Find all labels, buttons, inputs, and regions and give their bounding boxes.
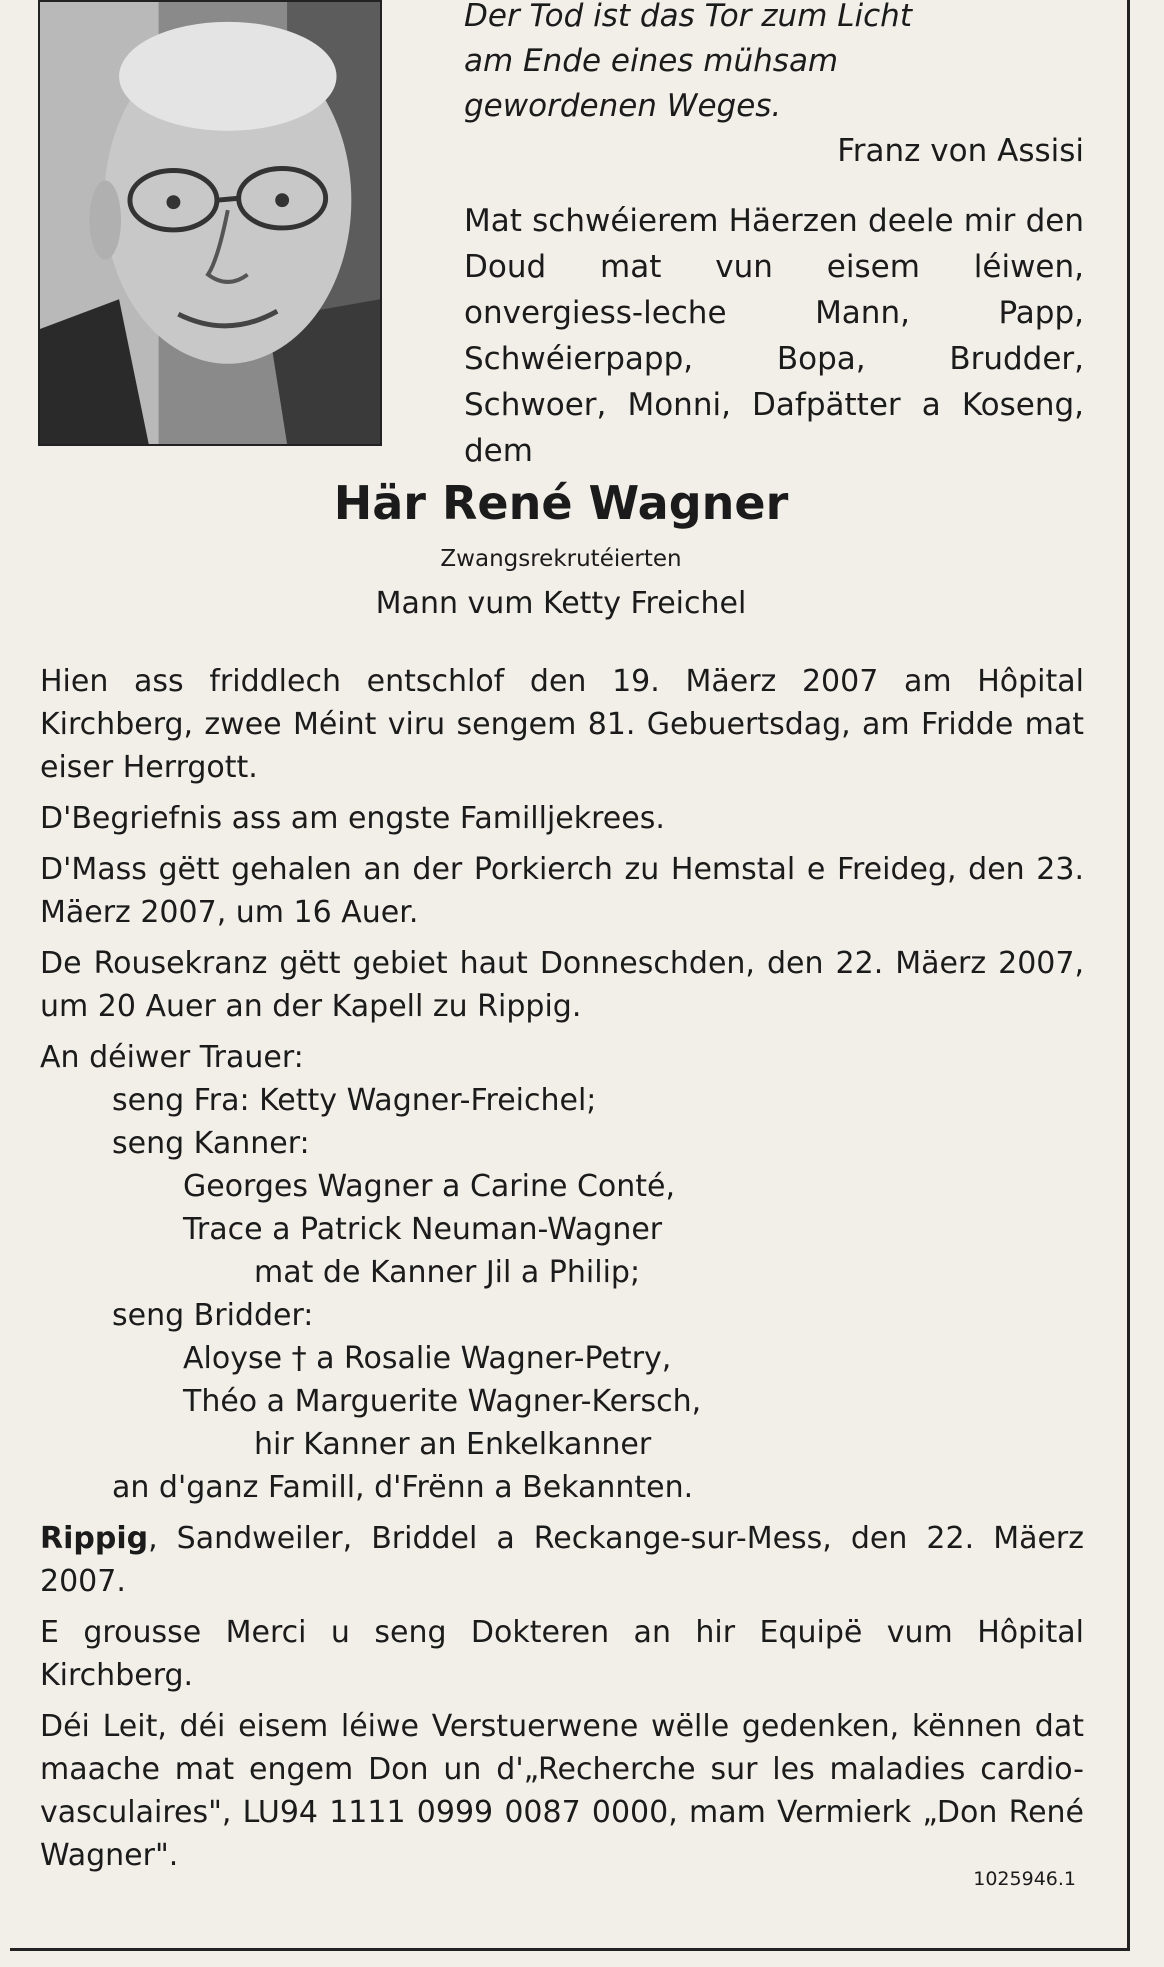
place-date <box>40 1517 1084 1603</box>
mourner-sibling: Aloyse † a Rosalie Wagner-Petry, <box>183 1341 672 1376</box>
burial-paragraph: D'Begriefnis ass am engste Familljekrees. <box>40 801 665 836</box>
mourner-child: Trace a Patrick Neuman-Wagner <box>183 1212 663 1247</box>
thanks-paragraph: E grousse Merci u seng Dokteren an hir Equipë vum Hôpital Kirchberg. <box>40 1615 1084 1693</box>
portrait-photo <box>38 0 382 446</box>
mourner-sibling-children: hir Kanner an Enkelkanner <box>254 1427 652 1462</box>
intro-paragraph: Mat schwéierem Häerzen deele mir den Doud mat vun eisem léiwen, onvergiess-leche Mann, Papp, Schwéierpapp, Bopa, Brudder, Schwoer, Monni, Dafpätter a Koseng, dem <box>464 203 1084 469</box>
deceased-heading <box>38 470 1084 626</box>
mourner-others: an d'ganz Famill, d'Frënn a Bekannten. <box>112 1470 694 1505</box>
quote-line: gewordenen Weges. <box>464 88 782 124</box>
siblings-label: seng Bridder: <box>112 1298 314 1333</box>
spouse-line: Mann vum Ketty Freichel <box>375 586 747 621</box>
children-label: seng Kanner: <box>112 1126 310 1161</box>
reference-number: 1025946.1 <box>973 1868 1076 1890</box>
mass-paragraph: D'Mass gëtt gehalen an der Porkierch zu Hemstal e Freideg, den 23. Mäerz 2007, um 16 Auer. <box>40 852 1084 930</box>
mourner-wife: seng Fra: Ketty Wagner-Freichel; <box>112 1083 597 1118</box>
quote-author: Franz von Assisi <box>837 133 1084 169</box>
deceased-subtitle: Zwangsrekrutéierten <box>440 546 682 572</box>
mourner-grandchildren: mat de Kanner Jil a Philip; <box>254 1255 641 1290</box>
obituary-body <box>40 660 1084 1885</box>
mourner-sibling: Théo a Marguerite Wagner-Kersch, <box>183 1384 702 1419</box>
donation-paragraph: Déi Leit, déi eisem léiwe Verstuerwene wëlle gedenken, kënnen dat maache mat engem Don un d'„Recherche sur les maladies cardio-vasculaires", LU94 1111 0999 0087 0000, mam Vermierk „Don René Wagner". <box>40 1709 1084 1873</box>
deceased-name: Här René Wagner <box>333 476 789 530</box>
mourners-heading: An déiwer Trauer: <box>40 1040 304 1075</box>
place-rest: , Sandweiler, Briddel a Reckange-sur-Mess, den 22. Mäerz 2007. <box>40 1521 1084 1599</box>
quote-block <box>464 0 1084 174</box>
quote-line: Der Tod ist das Tor zum Licht <box>464 0 912 34</box>
quote-line: am Ende eines mühsam <box>464 43 839 79</box>
mourner-child: Georges Wagner a Carine Conté, <box>183 1169 676 1204</box>
death-paragraph: Hien ass friddlech entschlof den 19. Mäerz 2007 am Hôpital Kirchberg, zwee Méint viru sengem 81. Gebuertsdag, am Fridde mat eiser Herrgott. <box>40 664 1084 785</box>
place-town: Rippig <box>40 1521 149 1556</box>
rosary-paragraph: De Rousekranz gëtt gebiet haut Donneschden, den 22. Mäerz 2007, um 20 Auer an der Kapell zu Rippig. <box>40 946 1084 1024</box>
